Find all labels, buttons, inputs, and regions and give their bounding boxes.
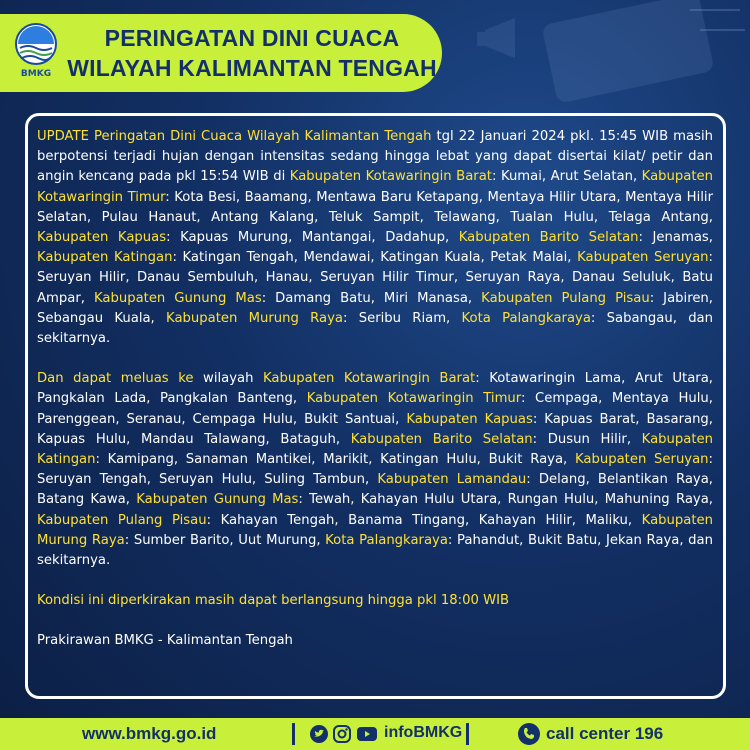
region-text: : Kotawaringin Lama, Arut Utara, Pangkalan Lada, Pangkalan Banteng, bbox=[37, 371, 713, 407]
region-highlight: Dan dapat meluas ke bbox=[37, 371, 194, 387]
region-text: : Jenamas, bbox=[638, 230, 713, 246]
region-highlight: Kabupaten Pulang Pisau bbox=[37, 512, 207, 528]
region-highlight: Kabupaten Murung Raya bbox=[37, 512, 713, 548]
region-highlight: Kabupaten Kotawaringin Timur bbox=[306, 391, 521, 407]
region-highlight: Kabupaten Barito Selatan bbox=[350, 431, 533, 447]
region-highlight: Kabupaten Kotawaringin Timur bbox=[37, 169, 713, 205]
region-text: tgl 22 Januari 2024 pkl. 15:45 WIB masih berpotensi terjadi hujan dengan intensitas sedang hingga lebat yang dapat disertai kilat/ petir dan angin kencang pada pkl 15:54 WIB di bbox=[37, 129, 714, 185]
footer-divider bbox=[292, 723, 295, 745]
region-highlight: Kabupaten Katingan bbox=[37, 250, 173, 266]
region-text: wilayah bbox=[193, 371, 264, 387]
region-text: : Cempaga, Mentaya Hulu, Parenggean, Seranau, Cempaga Hulu, Bukit Santuai, bbox=[37, 391, 713, 427]
region-text: : Damang Batu, Miri Manasa, bbox=[261, 290, 482, 306]
warning-paragraph bbox=[37, 127, 713, 349]
region-highlight: Kabupaten Barito Selatan bbox=[458, 230, 639, 246]
region-text: : Kahayan Tengah, Banama Tingang, Kahayan Hilir, Maliku, bbox=[206, 512, 642, 528]
website-link[interactable]: www.bmkg.go.id bbox=[82, 724, 217, 743]
footer-divider bbox=[466, 723, 469, 745]
social-handle[interactable]: infoBMKG bbox=[384, 724, 463, 741]
region-text: : Delang, Belantikan Raya, Batang Kawa, bbox=[37, 472, 713, 508]
logo-text: BMKG bbox=[20, 69, 52, 79]
footer-bar bbox=[0, 718, 750, 750]
region-highlight: Kabupaten Kapuas bbox=[37, 230, 167, 246]
bmkg-emblem-icon bbox=[12, 22, 60, 68]
region-highlight: Kabupaten Gunung Mas bbox=[136, 492, 299, 508]
region-highlight: Kabupaten Kotawaringin Barat bbox=[289, 169, 492, 185]
region-highlight: Kabupaten Seruyan bbox=[574, 452, 709, 468]
phone-icon bbox=[518, 723, 540, 745]
region-text: : Kota Besi, Baamang, Mentawa Baru Ketapang, Mentaya Hilir Utara, Mentaya Hilir Selatan, Pulau Hanaut, Antang Kalang, Teluk Sampit, Telawang, Tualan Hulu, Telaga Antang, bbox=[37, 189, 713, 225]
region-text: : Kapuas Barat, Basarang, Kapuas Hulu, Mandau Talawang, Bataguh, bbox=[37, 411, 713, 447]
region-text: : Sumber Barito, Uut Murung, bbox=[124, 532, 326, 548]
page-title bbox=[66, 14, 438, 92]
title-line-1: PERINGATAN DINI CUACA bbox=[104, 25, 400, 51]
region-highlight: Kabupaten Kotawaringin Barat bbox=[263, 371, 476, 387]
twitter-icon[interactable] bbox=[310, 725, 328, 743]
region-highlight: Kabupaten Kapuas bbox=[406, 411, 533, 427]
region-text: : Jabiren, Sebangau Kuala, bbox=[37, 290, 713, 326]
region-text: : Sabangau, dan sekitarnya. bbox=[37, 310, 713, 347]
region-text: : Katingan Tengah, Mendawai, Katingan Kuala, Petak Malai, bbox=[172, 250, 578, 266]
expansion-paragraph bbox=[37, 369, 713, 571]
region-highlight: Kabupaten Pulang Pisau bbox=[481, 290, 650, 306]
region-text: : Tewah, Kahayan Hulu Utara, Rungan Hulu, Mahuning Raya, bbox=[298, 492, 713, 508]
region-highlight: Kabupaten Katingan bbox=[37, 431, 713, 468]
region-highlight: Kabupaten Gunung Mas bbox=[93, 290, 262, 306]
region-text: : Kumai, Arut Selatan, bbox=[491, 169, 642, 185]
region-highlight: Kota Palangkaraya bbox=[325, 532, 448, 548]
warning-content bbox=[37, 127, 713, 652]
region-text: : Seruyan Tengah, Seruyan Hulu, Suling Tambun, bbox=[37, 452, 713, 488]
title-line-2: WILAYAH KALIMANTAN TENGAH bbox=[67, 55, 437, 81]
youtube-icon[interactable] bbox=[356, 725, 378, 743]
region-text: : Seribu Riam, bbox=[343, 310, 462, 326]
bmkg-logo bbox=[12, 22, 60, 82]
region-text: : Kapuas Murung, Mantangai, Dadahup, bbox=[166, 230, 459, 246]
region-text: : Seruyan Hilir, Danau Sembuluh, Hanau, Seruyan Hilir Timur, Seruyan Raya, Danau Seluluk, Batu Ampar, bbox=[37, 250, 713, 306]
region-highlight: Kabupaten Murung Raya bbox=[166, 310, 343, 326]
condition-text: Kondisi ini diperkirakan masih dapat berlangsung hingga pkl 18:00 WIB bbox=[37, 593, 510, 609]
call-center-number[interactable]: call center 196 bbox=[546, 724, 664, 743]
region-text: : Pahandut, Bukit Batu, Jekan Raya, dan sekitarnya. bbox=[37, 532, 713, 569]
forecaster-text: Prakirawan BMKG - Kalimantan Tengah bbox=[37, 633, 293, 649]
region-highlight: UPDATE Peringatan Dini Cuaca Wilayah Kalimantan Tengah bbox=[37, 129, 432, 144]
region-highlight: Kabupaten Lamandau bbox=[377, 472, 527, 488]
region-highlight: Kabupaten Seruyan bbox=[577, 250, 709, 266]
region-text: : Kamipang, Sanaman Mantikei, Marikit, Katingan Hulu, Bukit Raya, bbox=[95, 452, 575, 468]
instagram-icon[interactable] bbox=[333, 725, 351, 743]
region-highlight: Kota Palangkaraya bbox=[461, 310, 591, 326]
region-text: : Dusun Hilir, bbox=[532, 431, 642, 447]
